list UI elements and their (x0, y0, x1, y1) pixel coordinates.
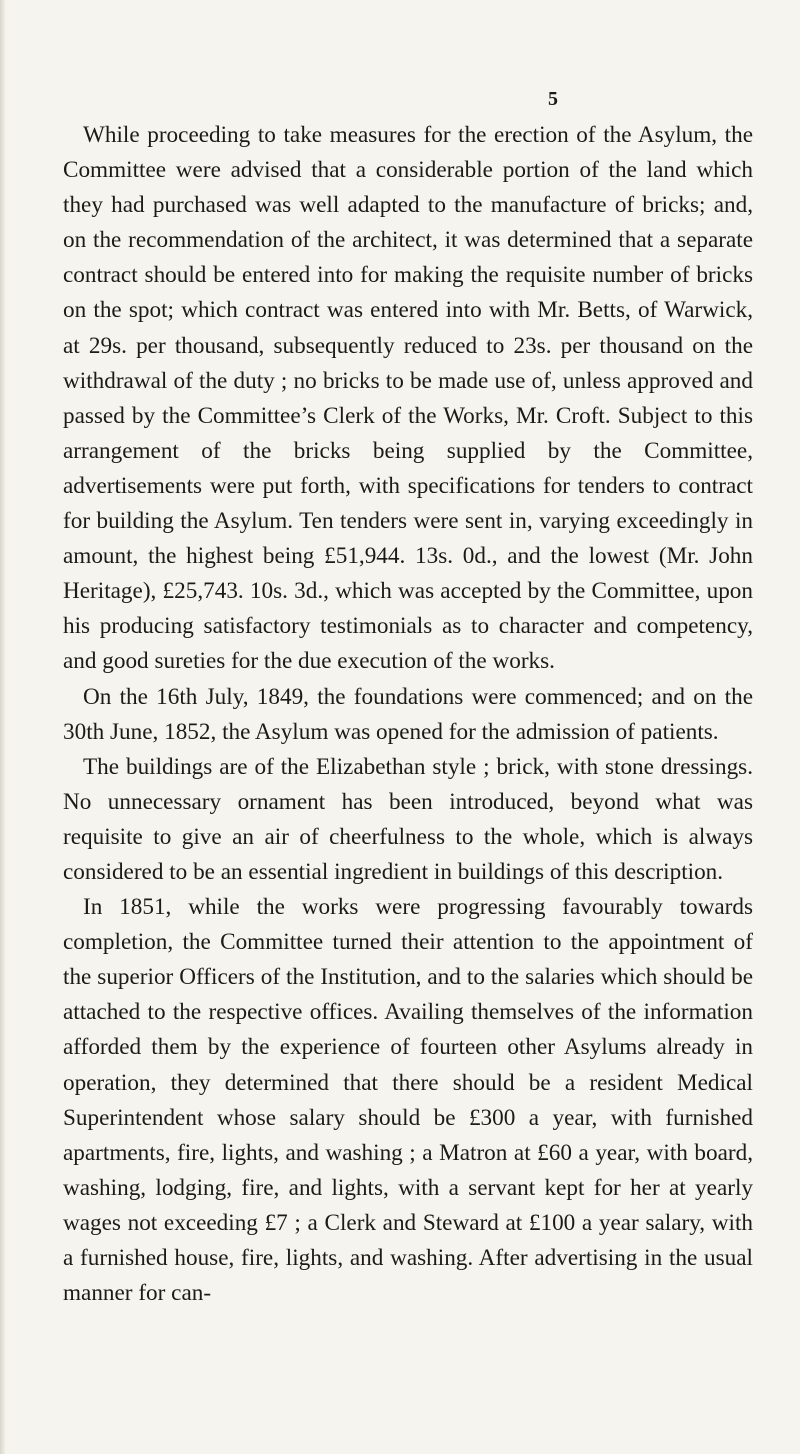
paragraph-foundations: On the 16th July, 1849, the foundations were commenced; and on the 30th June, 1852, the Asylum was opened for the admission of patients. (63, 683, 753, 745)
page-number: 5 (548, 88, 558, 110)
paragraph-officers: In 1851, while the works were progressing favourably towards completion, the Committee turned their attention to the appointment of the superior Officers of the Institution, and to the salaries which should be attached to the respective offices. Availing themselves of the information afforded them by the experience of fourteen other Asylums already in operation, they determined that there should be a resident Medical Superintendent whose salary should be £300 a year, with furnished apartments, fire, lights, and washing ; a Matron at £60 a year, with board, washing, lodging, fire, and lights, with a servant kept for her at yearly wages not exceeding £7 ; a Clerk and Steward at £100 a year salary, with a furnished house, fire, lights, and washing. After advertising in the usual manner for can- (63, 894, 753, 1307)
paragraph-building-style: The buildings are of the Elizabethan style ; brick, with stone dressings. No unnecessary ornament has been introduced, beyond what was requisite to give an air of cheerfulness to the whole, which is always considered to be an essential ingredient in buildings of this description. (63, 753, 753, 885)
paragraph-brick-contract: While proceeding to take measures for the erection of the Asylum, the Committee were advised that a considerable portion of the land which they had purchased was well adapted to the manufacture of bricks; and, on the recommendation of the architect, it was determined that a separate contract should be entered into for making the requisite number of bricks on the spot; which contract was entered into with Mr. Betts, of Warwick, at 29s. per thousand, subsequently reduced to 23s. per thousand on the withdrawal of the duty ; no bricks to be made use of, unless approved and passed by the Committee’s Clerk of the Works, Mr. Croft. Subject to this arrangement of the bricks being supplied by the Committee, advertisements were put forth, with specifications for tenders to contract for building the Asylum. Ten tenders were sent in, varying exceedingly in amount, the highest being £51,944. 13s. 0d., and the lowest (Mr. John Heritage), £25,743. 10s. 3d., which was accepted by the Committee, upon his producing satisfactory testimonials as to character and competency, and good sureties for the due execution of the works. (63, 122, 753, 675)
body-text (63, 118, 753, 1311)
page-edge (0, 0, 6, 1454)
